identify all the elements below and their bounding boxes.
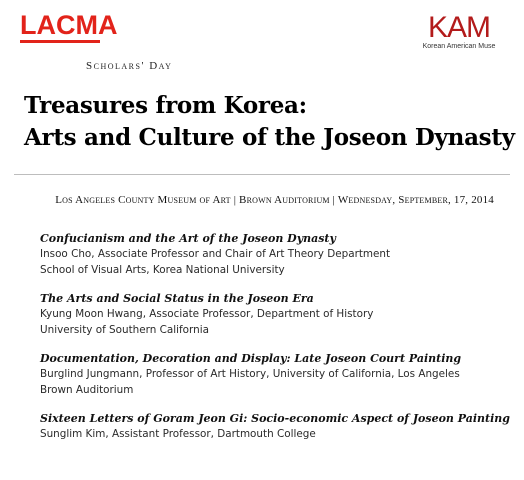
session-item <box>40 232 510 278</box>
session-title: The Arts and Social Status in the Joseon Era <box>40 292 314 305</box>
session-title: Documentation, Decoration and Display: Late Joseon Court Painting <box>40 352 462 365</box>
speaker-line: Sunglim Kim, Assistant Professor, Dartmouth College <box>40 428 316 440</box>
speaker-line: Burglind Jungmann, Professor of Art History, University of California, Los Angeles <box>40 368 460 380</box>
session-title: Confucianism and the Art of the Joseon Dynasty <box>40 232 336 245</box>
affiliation-line: University of Southern California <box>40 324 209 336</box>
kam-logo-subtext: Korean American Muse <box>422 43 496 50</box>
title-line-1: Treasures from Korea: <box>24 92 307 119</box>
title-line-2: Arts and Culture of the Joseon Dynasty <box>24 124 515 151</box>
lacma-logo-text: LACMA <box>20 10 118 40</box>
affiliation-line: Brown Auditorium <box>40 384 134 396</box>
session-title: Sixteen Letters of Goram Jeon Gi: Socio-economic Aspect of Joseon Painting <box>40 412 510 425</box>
speaker-line: Insoo Cho, Associate Professor and Chair of Art Theory Department <box>40 248 391 260</box>
title-divider <box>14 174 510 175</box>
venue-date-line: Los Angeles County Museum of Art | Brown Auditorium | Wednesday, September, 17, 2014 <box>55 194 494 206</box>
kam-logo-text: KAM <box>427 11 490 44</box>
session-item <box>40 412 510 442</box>
lacma-logo-underline <box>20 40 100 43</box>
session-list <box>40 232 510 456</box>
session-item <box>40 292 510 338</box>
speaker-line: Kyung Moon Hwang, Associate Professor, Department of History <box>40 308 374 320</box>
affiliation-line: School of Visual Arts, Korea National University <box>40 264 285 276</box>
session-item <box>40 352 510 398</box>
kam-logo <box>414 11 504 50</box>
lacma-logo <box>20 10 118 43</box>
page-title <box>24 90 515 154</box>
event-label: Scholars' Day <box>86 60 173 72</box>
